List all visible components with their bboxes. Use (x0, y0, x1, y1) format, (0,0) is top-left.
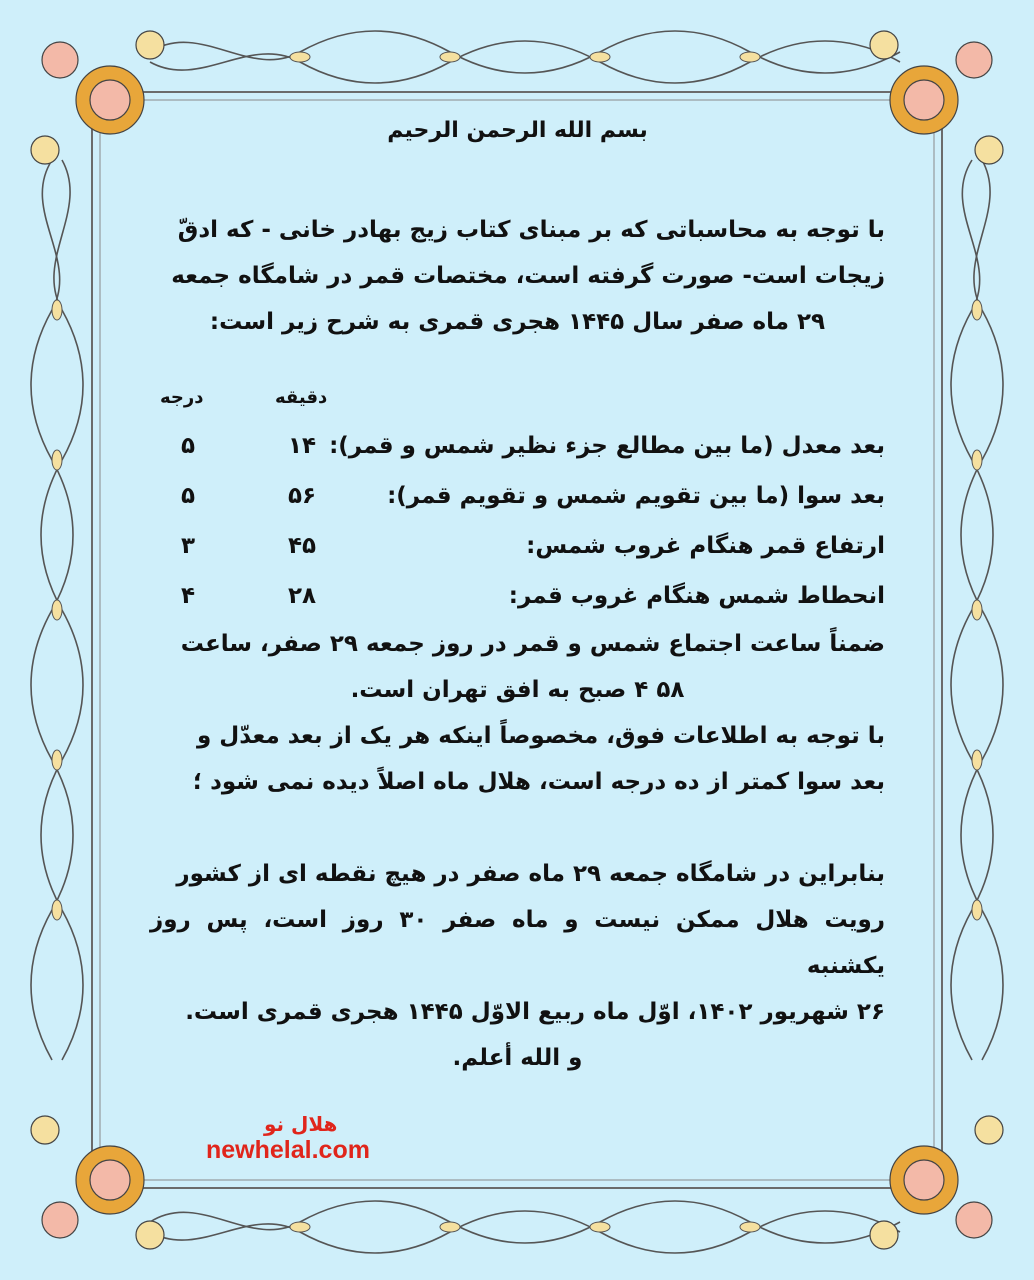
intro-line: با توجه به محاسباتی که بر مبنای کتاب زیج بهادر خانی - که ادقّ (177, 217, 885, 243)
conjunction-line: ۵۸ ۴ صبح به افق تهران است. (350, 677, 685, 703)
conjunction-line: ضمناً ساعت اجتماع شمس و قمر در روز جمعه ۲۹ صفر، ساعت (180, 631, 885, 657)
intro-paragraph (150, 207, 885, 345)
bottom-vine-ornament (150, 1201, 900, 1253)
row-minutes: ۱۴ (287, 433, 317, 459)
minutes-column-header: دقیقه (275, 387, 328, 408)
brand-site-url[interactable]: newhelal.com (206, 1136, 370, 1164)
row-minutes: ۴۵ (287, 533, 317, 559)
conclusion-line: بنابراین در شامگاه جمعه ۲۹ ماه صفر در هیچ نقطه ای از کشور (176, 861, 885, 887)
intro-line: ۲۹ ماه صفر سال ۱۴۴۵ هجری قمری به شرح زیر است: (209, 309, 826, 335)
row-degrees: ۳ (180, 533, 196, 559)
note-line: با توجه به اطلاعات فوق، مخصوصاً اینکه هر یک از بعد معدّل و (196, 723, 885, 749)
row-degrees: ۴ (180, 583, 196, 609)
row-degrees: ۵ (180, 433, 196, 459)
table-row (150, 421, 885, 471)
conclusion-line: ۲۶ شهریور ۱۴۰۲، اوّل ماه ربیع الاوّل ۱۴۴۵ هجری قمری است. (185, 999, 885, 1025)
corner-ornament-bottom-right (870, 1116, 1003, 1249)
table-row (150, 571, 885, 621)
conclusion-line: رویت هلال ممکن نیست و ماه صفر ۳۰ روز است، پس روز یکشنبه (150, 907, 885, 979)
row-label: بعد معدل (ما بین مطالع جزء نظیر شمس و قمر): (329, 433, 885, 459)
top-vine-ornament (150, 31, 900, 83)
intro-line: زیجات است- صورت گرفته است، مختصات قمر در شامگاه جمعه (171, 263, 885, 289)
conclusion-paragraph (150, 851, 885, 1081)
row-label: ارتفاع قمر هنگام غروب شمس: (526, 533, 885, 559)
basmala-heading: بسم الله الرحمن الرحیم (387, 118, 648, 143)
corner-ornament-top-right (870, 31, 1003, 164)
note-paragraph (150, 713, 885, 805)
table-header (150, 387, 885, 421)
corner-ornament-top-left (31, 31, 164, 164)
row-minutes: ۲۸ (287, 583, 317, 609)
note-line: بعد سوا کمتر از ده درجه است، هلال ماه اصلاً دیده نمی شود ؛ (192, 769, 885, 795)
row-degrees: ۵ (180, 483, 196, 509)
table-row (150, 521, 885, 571)
row-minutes: ۵۶ (287, 483, 317, 509)
brand-name-fa: هلال نو (264, 1112, 338, 1136)
row-label: بعد سوا (ما بین تقویم شمس و تقویم قمر): (387, 483, 885, 509)
table-row (150, 471, 885, 521)
document-body (150, 118, 885, 1081)
conjunction-paragraph (150, 621, 885, 713)
corner-ornament-bottom-left (31, 1116, 164, 1249)
row-label: انحطاط شمس هنگام غروب قمر: (508, 583, 885, 609)
closing-phrase: و الله أعلم. (452, 1045, 583, 1071)
degrees-column-header: درجه (160, 387, 204, 408)
